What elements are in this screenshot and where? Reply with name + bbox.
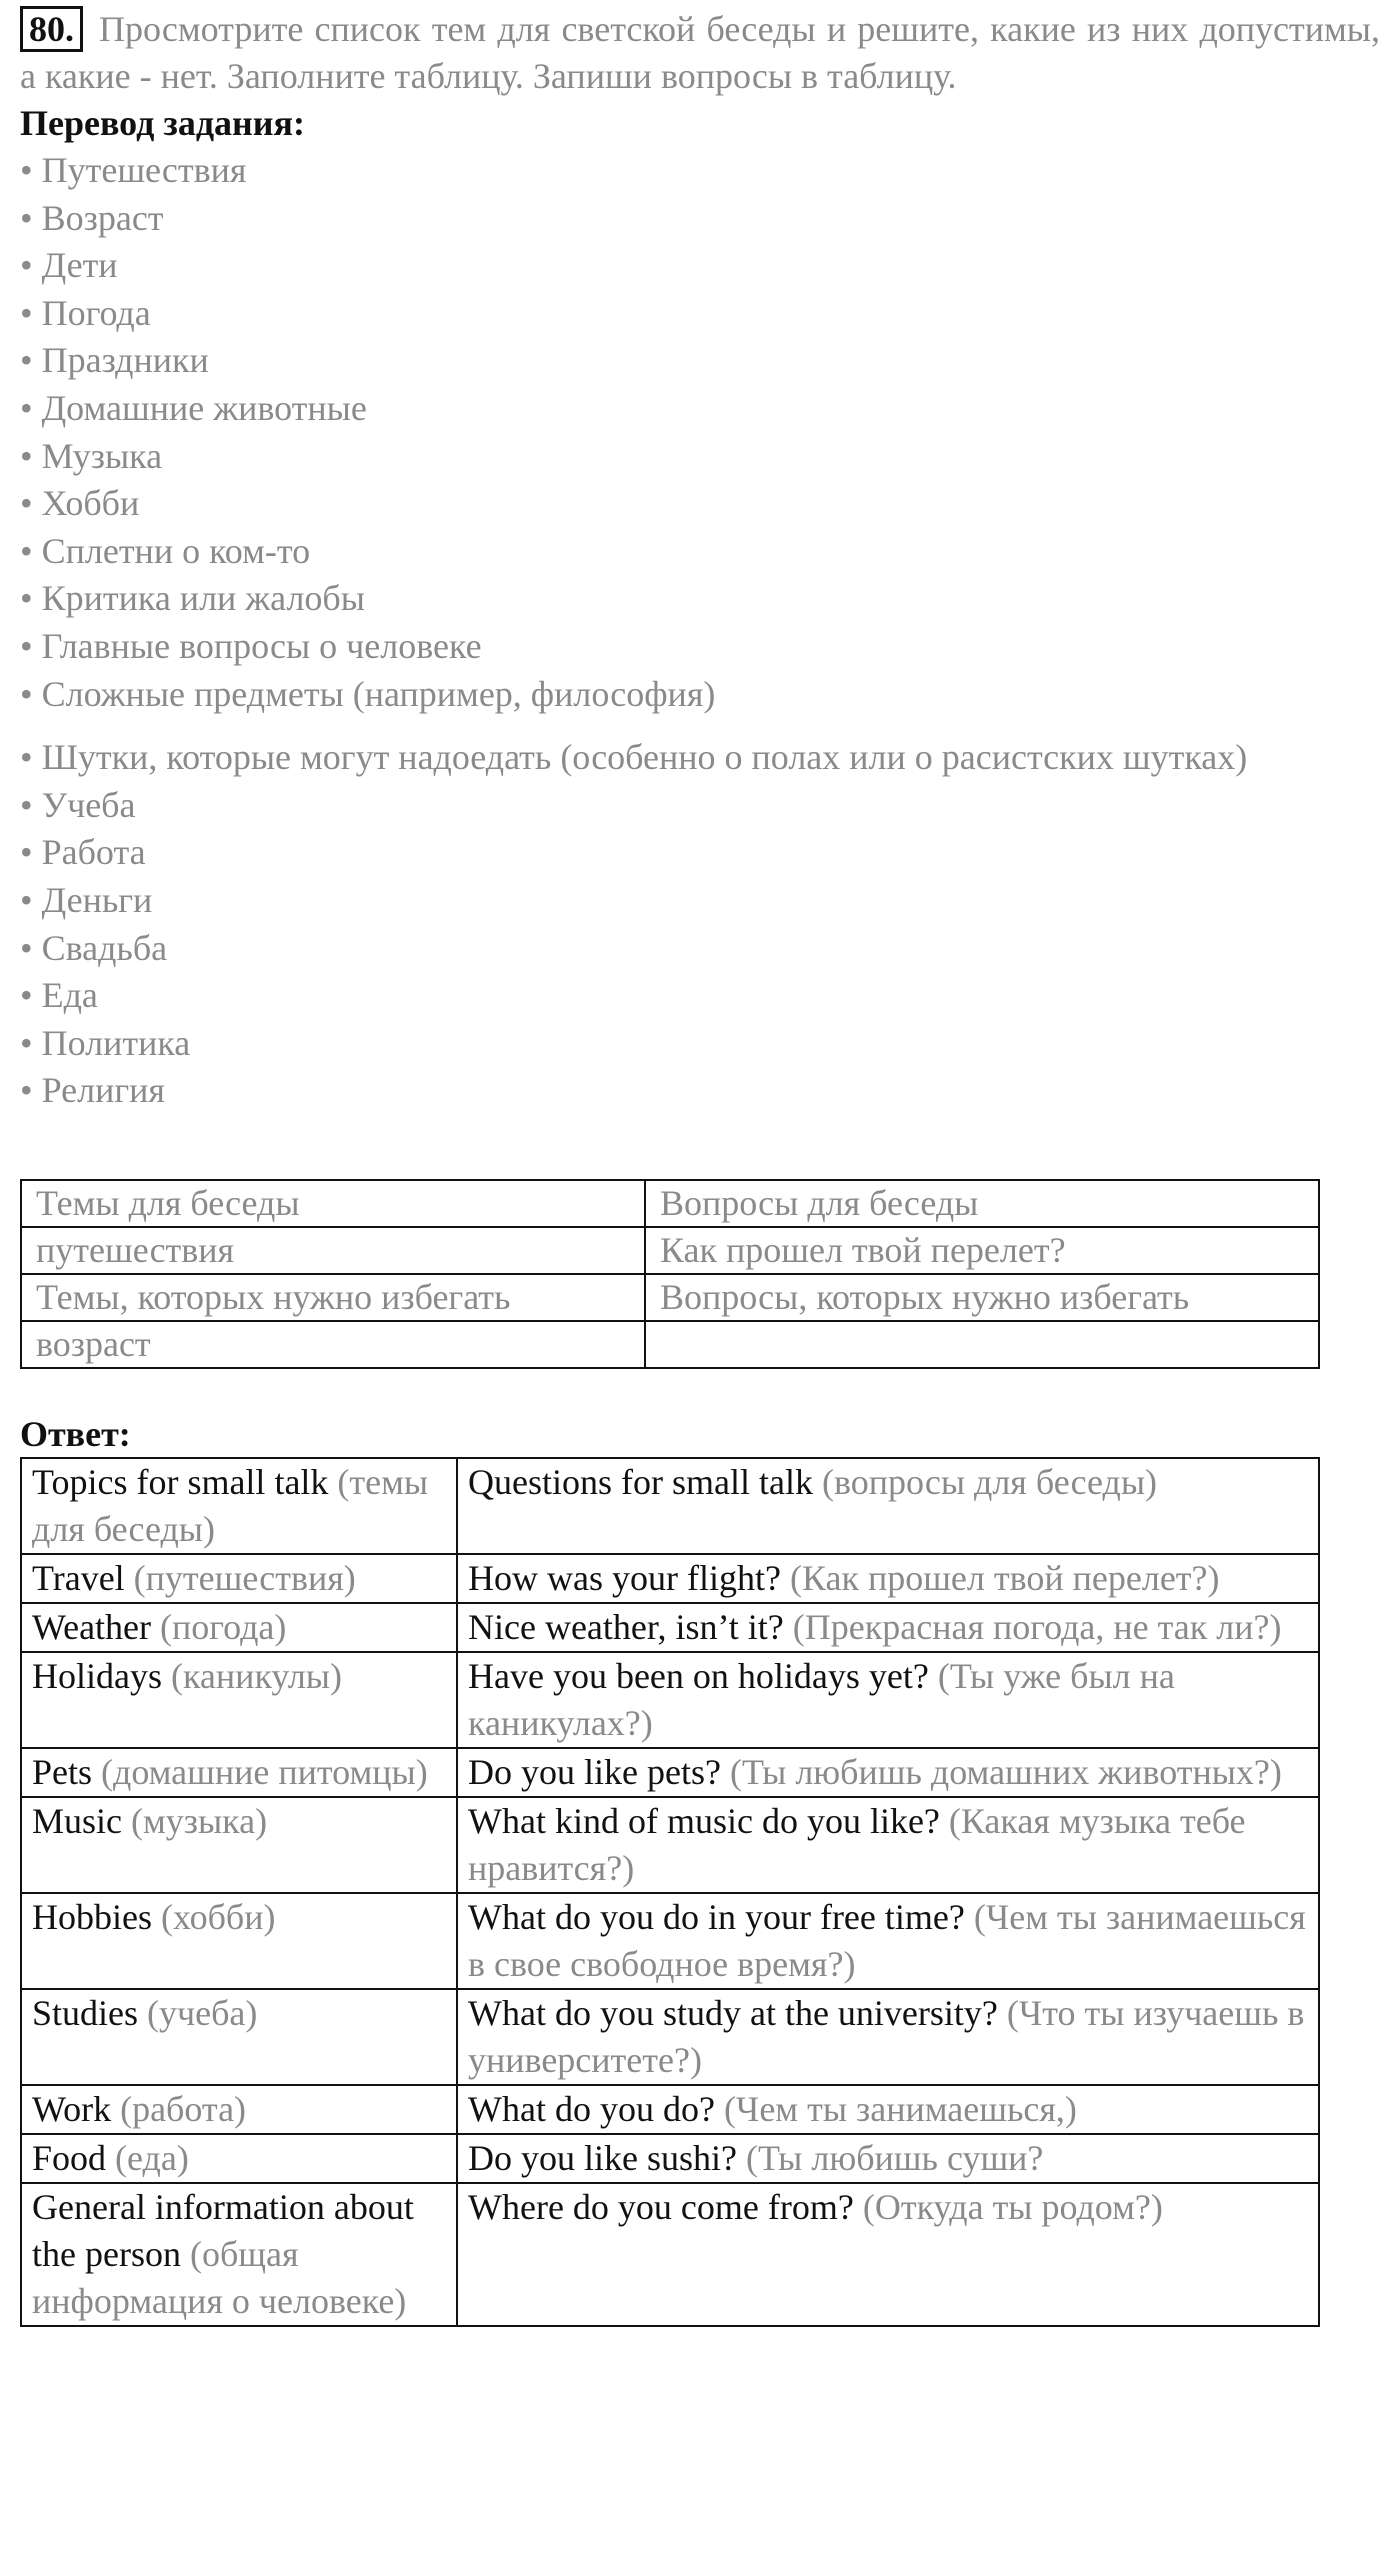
template-cell: Темы, которых нужно избегать <box>21 1274 645 1321</box>
translation-heading: Перевод задания: <box>20 103 305 143</box>
topic-item: • Путешествия <box>20 150 247 190</box>
question-english: Nice weather, isn’t it? <box>468 1606 784 1647</box>
topic-english: Music <box>32 1800 122 1841</box>
question-cell <box>457 1554 1319 1603</box>
topic-english: Holidays <box>32 1655 162 1696</box>
question-russian: (Ты любишь суши? <box>745 2137 1044 2178</box>
topic-cell <box>21 2085 457 2134</box>
topic-cell <box>21 1893 457 1989</box>
answer-row <box>21 1797 1319 1893</box>
question-cell <box>457 1893 1319 1989</box>
question-cell <box>457 1989 1319 2085</box>
answer-row <box>21 2183 1319 2326</box>
question-russian: (Прекрасная погода, не так ли?) <box>792 1606 1282 1647</box>
answer-row <box>21 1554 1319 1603</box>
answer-row <box>21 1652 1319 1748</box>
answer-row <box>21 2085 1319 2134</box>
topic-cell <box>21 1989 457 2085</box>
topic-item: • Шутки, которые могут надоедать (особенно о полах или о расистских шутках) <box>20 737 1248 778</box>
topic-russian: (каникулы) <box>171 1655 342 1696</box>
topic-item: • Сложные предметы (например, философия) <box>20 673 716 714</box>
topic-item: • Праздники <box>20 340 209 381</box>
question-russian: (Как прошел твой перелет?) <box>789 1557 1220 1598</box>
question-english: What do you study at the university? <box>468 1992 998 2033</box>
topic-item: • Домашние животные <box>20 387 367 428</box>
topic-item: • Работа <box>20 832 146 873</box>
topic-item: • Музыка <box>20 435 163 476</box>
task-instruction <box>20 6 1380 100</box>
template-cell: возраст <box>21 1321 645 1368</box>
task-text: Просмотрите список тем для светской беседы и решите, какие из них допустимы, а какие - нет. Заполните таблицу. Запиши вопросы в таблицу. <box>20 9 1380 96</box>
template-cell: путешествия <box>21 1227 645 1274</box>
template-row <box>21 1321 1319 1368</box>
question-cell <box>457 1458 1319 1554</box>
topic-item: • Религия <box>20 1070 165 1111</box>
topic-cell <box>21 1652 457 1748</box>
topic-cell <box>21 1797 457 1893</box>
topic-russian: (музыка) <box>131 1800 268 1841</box>
topic-item: • Сплетни о ком-то <box>20 530 311 571</box>
topic-russian: (домашние питомцы) <box>101 1751 428 1792</box>
topic-english: Weather <box>32 1606 152 1647</box>
question-english: What kind of music do you like? <box>468 1800 940 1841</box>
question-russian: (Ты любишь домашних животных?) <box>729 1751 1282 1792</box>
topic-list <box>20 147 1380 1115</box>
topic-item: • Деньги <box>20 879 153 920</box>
topic-cell <box>21 1554 457 1603</box>
answer-heading: Ответ: <box>20 1413 131 1454</box>
question-cell <box>457 2134 1319 2183</box>
topic-russian: (работа) <box>120 2088 247 2129</box>
template-cell: Вопросы, которых нужно избегать <box>645 1274 1319 1321</box>
template-row <box>21 1274 1319 1321</box>
question-russian: (Ты уже был на каникулах?) <box>468 1655 1175 1743</box>
topic-cell <box>21 1458 457 1554</box>
question-cell <box>457 2085 1319 2134</box>
exercise-page <box>20 6 1380 2327</box>
topic-item: • Главные вопросы о человеке <box>20 625 482 666</box>
topic-english: General information about the person <box>32 2186 414 2274</box>
topic-item: • Возраст <box>20 197 164 238</box>
answer-row <box>21 1748 1319 1797</box>
answer-row <box>21 1458 1319 1554</box>
topic-item: • Дети <box>20 245 118 286</box>
topic-cell <box>21 1603 457 1652</box>
topic-item: • Политика <box>20 1022 191 1063</box>
question-cell <box>457 2183 1319 2326</box>
question-english: Do you like sushi? <box>468 2137 737 2178</box>
topic-item: • Свадьба <box>20 927 168 968</box>
topic-english: Topics for small talk <box>32 1461 329 1502</box>
topic-english: Pets <box>32 1751 93 1792</box>
question-english: What do you do in your free time? <box>468 1896 965 1937</box>
template-cell: Как прошел твой перелет? <box>645 1227 1319 1274</box>
topic-cell <box>21 1748 457 1797</box>
template-cell <box>645 1321 1319 1368</box>
answer-row <box>21 1603 1319 1652</box>
topic-item: • Критика или жалобы <box>20 578 365 619</box>
topic-english: Travel <box>32 1557 125 1598</box>
question-english: What do you do? <box>468 2088 715 2129</box>
topic-cell <box>21 2134 457 2183</box>
topic-russian: (еда) <box>115 2137 189 2178</box>
question-russian: (Какая музыка тебе нравится?) <box>468 1800 1246 1888</box>
topic-item: • Погода <box>20 292 151 333</box>
topic-russian: (общая информация о человеке) <box>32 2233 407 2321</box>
template-row <box>21 1180 1319 1227</box>
answer-row <box>21 2134 1319 2183</box>
question-english: How was your flight? <box>468 1557 781 1598</box>
topic-cell <box>21 2183 457 2326</box>
topic-russian: (темы для беседы) <box>32 1461 429 1549</box>
topic-english: Work <box>32 2088 112 2129</box>
question-cell <box>457 1797 1319 1893</box>
question-english: Questions for small talk <box>468 1461 813 1502</box>
topic-russian: (учеба) <box>147 1992 258 2033</box>
template-cell: Темы для беседы <box>21 1180 645 1227</box>
question-russian: (Откуда ты родом?) <box>862 2186 1163 2227</box>
topic-english: Studies <box>32 1992 139 2033</box>
question-russian: (Чем ты занимаешься,) <box>723 2088 1077 2129</box>
answer-table <box>20 1457 1320 2327</box>
question-russian: (вопросы для беседы) <box>821 1461 1157 1502</box>
topic-item: • Учеба <box>20 784 136 825</box>
template-cell: Вопросы для беседы <box>645 1180 1319 1227</box>
topic-russian: (путешествия) <box>133 1557 356 1598</box>
topic-russian: (погода) <box>160 1606 287 1647</box>
topic-russian: (хобби) <box>161 1896 276 1937</box>
question-russian: (Что ты изучаешь в университете?) <box>468 1992 1305 2080</box>
question-cell <box>457 1652 1319 1748</box>
template-row <box>21 1227 1319 1274</box>
template-table <box>20 1179 1320 1369</box>
question-russian: (Чем ты занимаешься в свое свободное время?) <box>468 1896 1306 1984</box>
question-cell <box>457 1748 1319 1797</box>
topic-english: Food <box>32 2137 107 2178</box>
answer-row <box>21 1893 1319 1989</box>
question-english: Do you like pets? <box>468 1751 721 1792</box>
topic-item: • Еда <box>20 975 98 1016</box>
topic-english: Hobbies <box>32 1896 152 1937</box>
question-cell <box>457 1603 1319 1652</box>
task-number: 80. <box>20 6 83 52</box>
question-english: Have you been on holidays yet? <box>468 1655 929 1696</box>
answer-row <box>21 1989 1319 2085</box>
topic-item: • Хобби <box>20 483 140 524</box>
question-english: Where do you come from? <box>468 2186 854 2227</box>
